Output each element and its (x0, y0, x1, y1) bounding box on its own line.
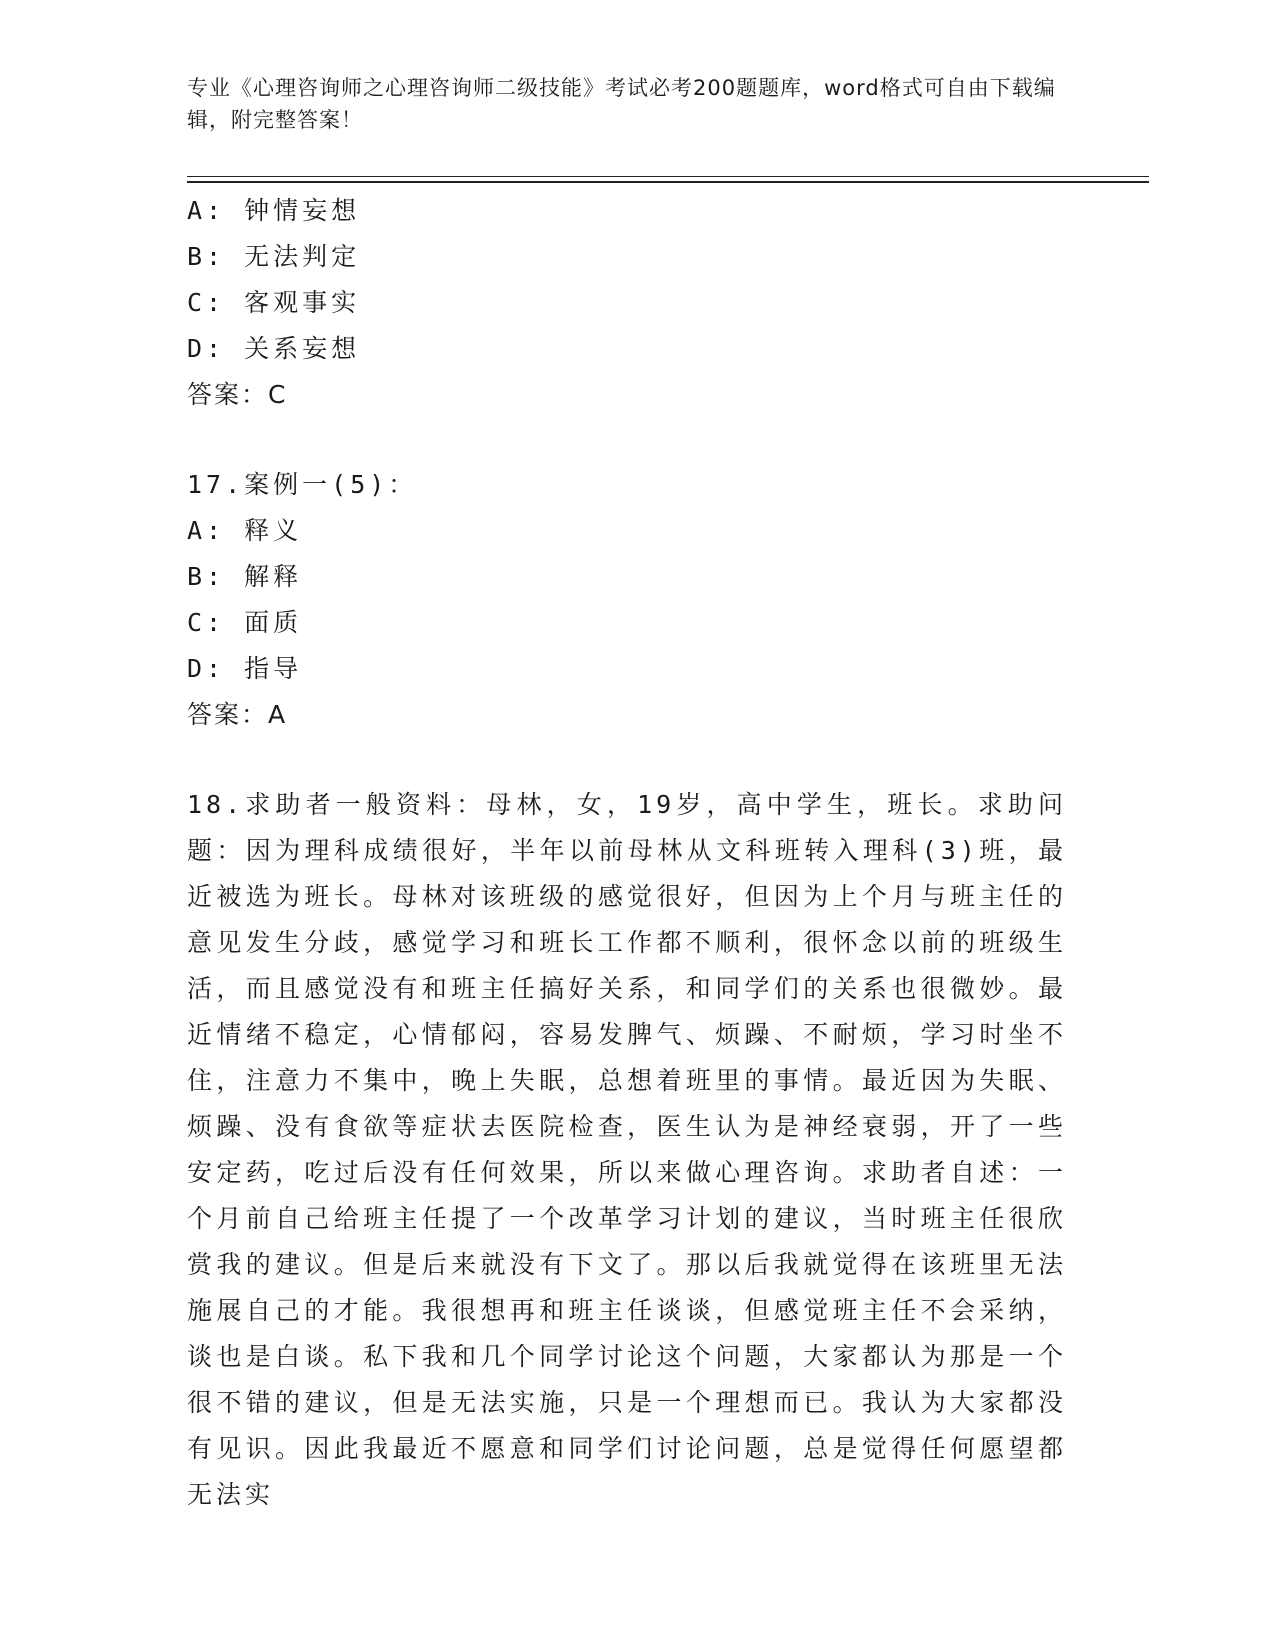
option-c: C: 客观事实 (187, 288, 361, 317)
answer-line: 答案：C (187, 380, 288, 409)
option-c: C: 面质 (187, 608, 303, 637)
header-rule-thick (187, 181, 1149, 183)
option-a: A: 钟情妄想 (187, 196, 361, 225)
option-d: D: 关系妄想 (187, 334, 361, 363)
spacer (187, 418, 1077, 462)
question-text: 18.求助者一般资料：母林，女，19岁，高中学生，班长。求助问题：因为理科成绩很好，半年以前母林从文科班转入理科(3)班，最近被选为班长。母林对该班级的感觉很好，但因为上个月与班主任的意见发生分歧，感觉学习和班长工作都不顺利，很怀念以前的班级生活，而且感觉没有和班主任搞好关系，和同学们的关系也很微妙。最近情绪不稳定，心情郁闷，容易发脾气、烦躁、不耐烦，学习时坐不住，注意力不集中，晚上失眠，总想着班里的事情。最近因为失眠、烦躁、没有食欲等症状去医院检查，医生认为是神经衰弱，开了一些安定药，吃过后没有任何效果，所以来做心理咨询。求助者自述：一个月前自己给班主任提了一个改革学习计划的建议，当时班主任很欣赏我的建议。但是后来就没有下文了。那以后我就觉得在该班里无法施展自己的才能。我很想再和班主任谈谈，但感觉班主任不会采纳，谈也是白谈。私下我和几个同学讨论这个问题，大家都认为那是一个很不错的建议，但是无法实施，只是一个理想而已。我认为大家都没有见识。因此我最近不愿意和同学们讨论问题，总是觉得任何愿望都无法实 (187, 790, 1067, 1509)
document-header (187, 72, 1067, 136)
spacer (187, 738, 1077, 782)
option-d: D: 指导 (187, 654, 303, 683)
option-a: A: 释义 (187, 516, 303, 545)
question-title: 17.案例一(5)： (187, 470, 418, 499)
header-title: 专业《心理咨询师之心理咨询师二级技能》考试必考200题题库，word格式可自由下载编辑，附完整答案！ (187, 76, 1056, 132)
question-16-block (187, 188, 1077, 418)
document-body (187, 188, 1077, 1518)
question-17-block (187, 462, 1077, 738)
option-b: B: 解释 (187, 562, 303, 591)
answer-line: 答案：A (187, 700, 288, 729)
header-rule-thin (187, 176, 1149, 177)
option-b: B: 无法判定 (187, 242, 361, 271)
question-18-block (187, 782, 1077, 1518)
